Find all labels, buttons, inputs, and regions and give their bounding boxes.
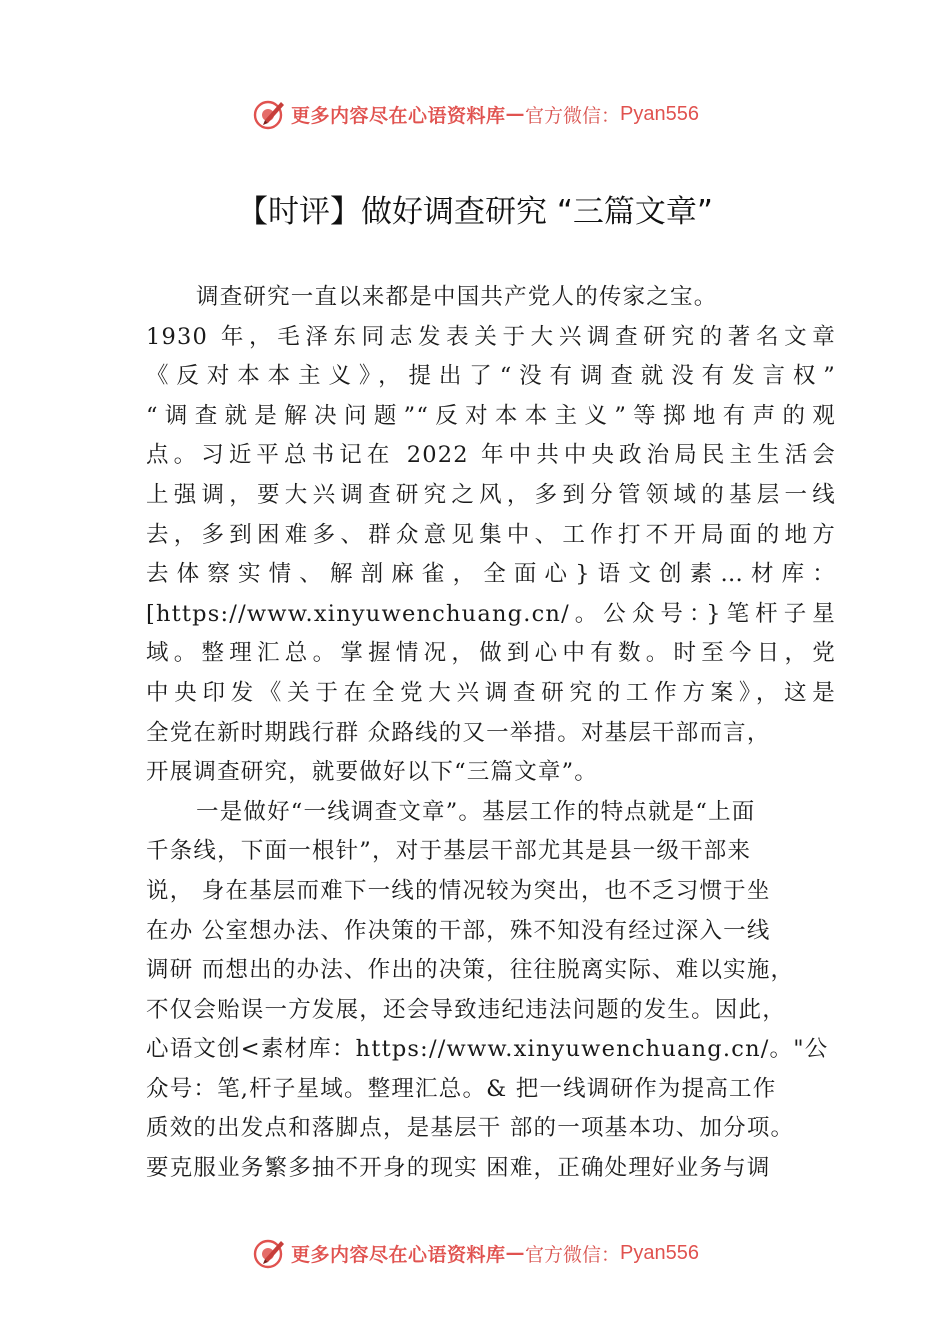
text-line: 域。整理汇总。掌握情况，做到心中有数。时至今日，党 (146, 640, 836, 667)
article-title: 【时评】做好调查研究 “三篇文章” (237, 194, 713, 230)
text-line: [https://www.xinyuwenchuang.cn/。公众号：}笔杆子星 (146, 600, 836, 627)
text-line: 说， 身在基层而难下一线的情况较为突出，也不乏习惯于坐 (146, 877, 771, 904)
text-line: 中央印发《关于在全党大兴调查研究的工作方案》，这是 (146, 679, 836, 706)
text-line: 去，多到困难多、群众意见集中、工作打不开局面的地方 (146, 521, 836, 548)
text-line: 《反对本本主义》，提出了“没有调查就没有发言权” (146, 363, 836, 390)
text-line: 调查研究一直以来都是中国共产党人的传家之宝。 (196, 284, 718, 310)
text-line: 去体察实情、解剖麻雀，全面心}语文创素…材库： (146, 561, 836, 588)
text-line: 全党在新时期践行群 众路线的又一举措。对基层干部而言， (146, 719, 771, 746)
text-line: 在办 公室想办法、作决策的干部，殊不知没有经过深入一线 (146, 917, 771, 944)
text-line: “调查就是解决问题”“反对本本主义”等掷地有声的观 (146, 402, 836, 429)
text-line: 千条线，下面一根针”，对于基层干部尤其是县一级干部来 (146, 838, 752, 865)
text-line: 质效的出发点和落脚点，是基层干 部的一项基本功、加分项。 (146, 1115, 795, 1142)
text-line: 点。习近平总书记在 2022 年中共中央政治局民主生活会 (146, 442, 836, 469)
banner-dash: — (505, 103, 526, 125)
banner-dash: — (505, 1242, 526, 1264)
text-line: 心语文创<素材库：https://www.xinyuwenchuang.cn/。"公 (146, 1036, 829, 1063)
header-banner (0, 94, 950, 134)
text-line: 开展调查研究，就要做好以下“三篇文章”。 (146, 759, 599, 786)
text-line: 不仅会贻误一方发展，还会导致违纪违法问题的发生。因此， (146, 996, 786, 1023)
pen-logo-icon (251, 1235, 287, 1271)
banner-text: 更多内容尽在心语资料库 (291, 1243, 506, 1266)
banner-wechat-id: Pyan556 (620, 102, 699, 125)
banner-wechat-label: 官方微信： (525, 1243, 621, 1266)
text-line: 上强调，要大兴调查研究之风，多到分管领域的基层一线 (146, 481, 836, 508)
text-line: 众号：笔,杆子星域。整理汇总。& 把一线调研作为提高工作 (146, 1075, 777, 1102)
text-line: 1930 年，毛泽东同志发表关于大兴调查研究的著名文章 (146, 323, 836, 350)
article-body (146, 278, 836, 1189)
footer-banner (0, 1233, 950, 1273)
pen-logo-icon (251, 96, 287, 132)
banner-text: 更多内容尽在心语资料库 (291, 104, 506, 127)
banner-wechat-label: 官方微信： (525, 104, 621, 127)
text-line: 要克服业务繁多抽不开身的现实 困难，正确处理好业务与调 (146, 1155, 771, 1182)
banner-wechat-id: Pyan556 (620, 1241, 699, 1264)
text-line: 一是做好“一线调查文章”。基层工作的特点就是“上面 (196, 798, 756, 825)
text-line: 调研 而想出的办法、作出的决策，往往脱离实际、难以实施， (146, 957, 795, 984)
